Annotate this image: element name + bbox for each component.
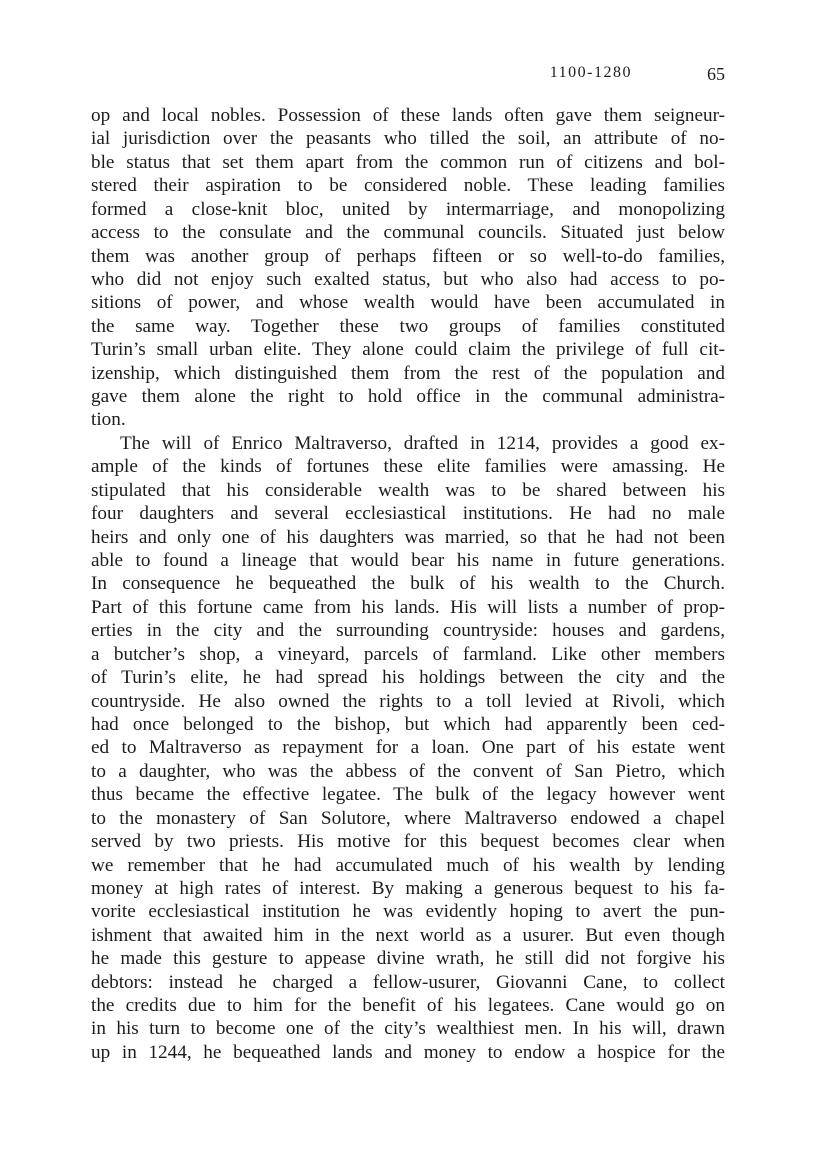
text-line: The will of Enrico Maltraverso, drafted in 1214, provides a good ex-	[120, 432, 725, 454]
text-line: heirs and only one of his daughters was married, so that he had not been	[91, 526, 725, 548]
text-line: erties in the city and the surrounding countryside: houses and gardens,	[91, 620, 725, 642]
text-line: vorite ecclesiastical institution he was evidently hoping to avert the pun-	[91, 901, 725, 923]
text-line: in his turn to become one of the city’s wealthiest men. In his will, drawn	[91, 1018, 725, 1040]
text-line: had once belonged to the bishop, but which had apparently been ced-	[91, 713, 725, 735]
text-line: access to the consulate and the communal councils. Situated just below	[91, 222, 725, 244]
running-title: 1100-1280	[549, 64, 632, 81]
text-line: the same way. Together these two groups of families constituted	[91, 315, 725, 337]
body-text	[91, 104, 725, 1064]
text-line: ial jurisdiction over the peasants who tilled the soil, an attribute of no-	[91, 128, 725, 150]
page-number: 65	[707, 64, 725, 84]
text-line: stered their aspiration to be considered noble. These leading families	[91, 175, 725, 197]
text-line: served by two priests. His motive for this bequest becomes clear when	[91, 831, 725, 853]
text-line: ed to Maltraverso as repayment for a loan. One part of his estate went	[91, 737, 725, 759]
text-line: debtors: instead he charged a fellow-usurer, Giovanni Cane, to collect	[91, 971, 725, 993]
text-line: stipulated that his considerable wealth was to be shared between his	[91, 479, 725, 501]
text-line: money at high rates of interest. By making a generous bequest to his fa-	[91, 877, 725, 899]
paragraph	[91, 432, 725, 1064]
text-line: Turin’s small urban elite. They alone could claim the privilege of full cit-	[91, 339, 725, 361]
text-line: thus became the effective legatee. The bulk of the legacy however went	[91, 784, 725, 806]
text-line: to the monastery of San Solutore, where Maltraverso endowed a chapel	[91, 807, 725, 829]
text-line: gave them alone the right to hold office in the communal administra-	[91, 386, 725, 408]
text-line: countryside. He also owned the rights to a toll levied at Rivoli, which	[91, 690, 725, 712]
text-line: he made this gesture to appease divine wrath, he still did not forgive his	[91, 948, 725, 970]
text-line: ample of the kinds of fortunes these elite families were amassing. He	[91, 456, 725, 478]
text-line: ble status that set them apart from the common run of citizens and bol-	[91, 151, 725, 173]
text-line: up in 1244, he bequeathed lands and money to endow a hospice for the	[91, 1041, 725, 1063]
text-line: ishment that awaited him in the next world as a usurer. But even though	[91, 924, 725, 946]
text-line: Part of this fortune came from his lands. His will lists a number of prop-	[91, 596, 725, 618]
text-line: op and local nobles. Possession of these lands often gave them seigneur-	[91, 105, 725, 126]
running-head	[91, 64, 725, 88]
text-line: the credits due to him for the benefit of his legatees. Cane would go on	[91, 995, 725, 1017]
text-line: them was another group of perhaps fifteen or so well-to-do families,	[91, 245, 725, 267]
text-line: sitions of power, and whose wealth would have been accumulated in	[91, 292, 725, 314]
text-line: four daughters and several ecclesiastical institutions. He had no male	[91, 503, 725, 525]
paragraph	[91, 104, 725, 432]
text-line: tion.	[91, 409, 126, 431]
text-line: to a daughter, who was the abbess of the convent of San Pietro, which	[91, 760, 725, 782]
text-line: a butcher’s shop, a vineyard, parcels of farmland. Like other members	[91, 643, 725, 665]
text-line: we remember that he had accumulated much of his wealth by lending	[91, 854, 725, 876]
text-line: able to found a lineage that would bear his name in future generations.	[91, 550, 725, 572]
text-line: of Turin’s elite, he had spread his holdings between the city and the	[91, 667, 725, 689]
text-line: In consequence he bequeathed the bulk of his wealth to the Church.	[91, 573, 725, 595]
text-line: izenship, which distinguished them from the rest of the population and	[91, 362, 725, 384]
text-line: who did not enjoy such exalted status, but who also had access to po-	[91, 268, 725, 290]
text-line: formed a close-knit bloc, united by intermarriage, and monopolizing	[91, 198, 725, 220]
